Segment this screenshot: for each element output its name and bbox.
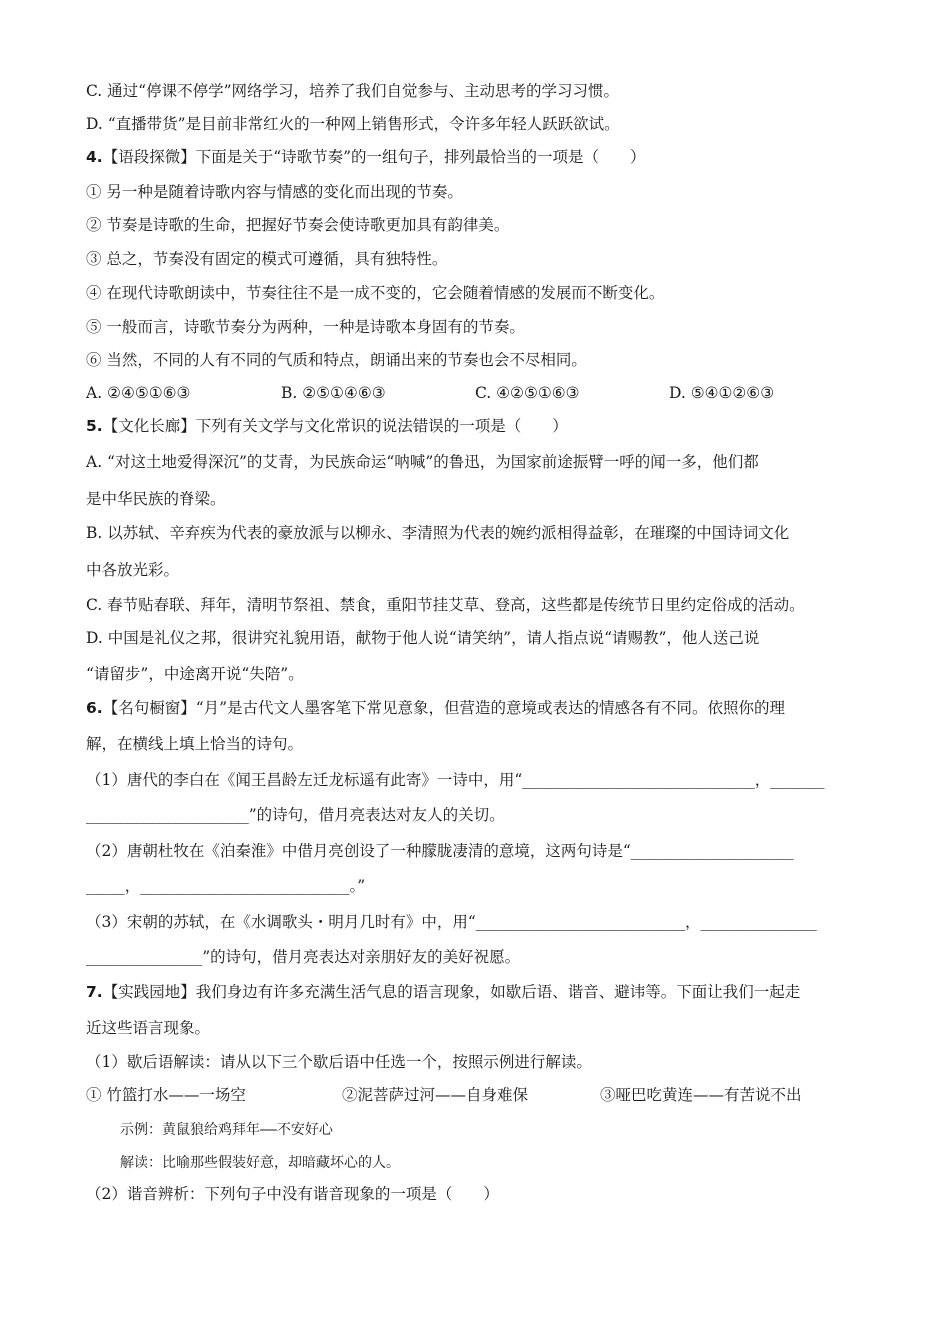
q7-part2: （2）谐音辨析：下列句子中没有谐音现象的一项是（ ） [86,1185,499,1203]
q5-line-6: D. 中国是礼仪之邦，很讲究礼貌用语，献物于他人说“请笑纳”，请人指点说“请赐教”，他人送己说 [86,629,760,647]
q7-part1: （1）歇后语解读：请从以下三个歇后语中任选一个，按照示例进行解读。 [86,1053,592,1071]
q7-stem-2: 近这些语言现象。 [86,1019,211,1037]
q4-option-a: A. ②④⑤①⑥③ [86,384,191,402]
q4-sentence-4: ④ 在现代诗歌朗读中，节奏往往不是一成不变的，它会随着情感的发展而不断变化。 [86,284,665,302]
q6-stem-text: 【名句橱窗】“月”是古代文人墨客笔下常见意象，但营造的意境或表达的情感各有不同。依照你的理 [102,699,786,717]
q6-stem-2: 解，在横线上填上恰当的诗句。 [86,735,304,753]
q6-stem [86,697,860,719]
q6-line-5: （3）宋朝的苏轼，在《水调歌头・明月几时有》中，用“___________________________，_______________ [86,913,817,931]
q5-line-7: “请留步”，中途离开说“失陪”。 [86,665,304,683]
q6-number: 6. [86,699,103,717]
q7-saying-1: ① 竹篮打水——一场空 [86,1086,246,1104]
q6-line-3: （2）唐朝杜牧在《泊秦淮》中借月亮创设了一种朦胧凄清的意境，这两句诗是“_____________________ [86,842,794,860]
q6-line-2: _____________________”的诗句，借月亮表达对友人的关切。 [86,806,505,824]
q4-sentence-6: ⑥ 当然，不同的人有不同的气质和特点，朗诵出来的节奏也会不尽相同。 [86,351,587,369]
q4-sentence-5: ⑤ 一般而言，诗歌节奏分为两种，一种是诗歌本身固有的节奏。 [86,318,525,336]
q7-stem-text: 【实践园地】我们身边有许多充满生活气息的语言现象，如歇后语、谐音、避讳等。下面让我们一起走 [102,983,801,1001]
q5-stem [86,415,860,437]
q5-line-5: C. 春节贴春联、拜年，清明节祭祖、禁食，重阳节挂艾草、登高，这些都是传统节日里约定俗成的活动。 [86,596,805,614]
q5-line-4: 中各放光彩。 [86,561,180,579]
q4-sentence-1: ① 另一种是随着诗歌内容与情感的变化而出现的节奏。 [86,183,463,201]
q4-option-b: B. ②⑤①④⑥③ [281,384,386,402]
q4-number: 4. [86,148,103,166]
q4-stem-text: 【语段探微】下面是关于“诗歌节奏”的一组句子，排列最恰当的一项是（ ） [102,148,646,166]
q7-saying-2: ②泥菩萨过河——自身难保 [342,1086,529,1104]
q5-line-3: B. 以苏轼、辛弃疾为代表的豪放派与以柳永、李清照为代表的婉约派相得益彰，在璀璨的中国诗词文化 [86,524,790,542]
q5-line-1: A. “对这土地爱得深沉”的艾青，为民族命运“呐喊”的鲁迅，为国家前途振臂一呼的闻一多，他们都 [86,453,759,471]
q7-stem [86,981,860,1003]
q5-stem-text: 【文化长廊】下列有关文学与文化常识的说法错误的一项是（ ） [102,417,568,435]
q7-example: 示例：黄鼠狼给鸡拜年——不安好心 [120,1122,333,1138]
q6-line-4: _____，___________________________。” [86,877,366,895]
q7-explanation: 解读：比喻那些假装好意，却暗藏坏心的人。 [120,1155,400,1171]
q7-number: 7. [86,983,103,1001]
q3-option-c: C. 通过“停课不停学”网络学习，培养了我们自觉参与、主动思考的学习习惯。 [86,82,620,100]
q4-sentence-3: ③ 总之，节奏没有固定的模式可遵循，具有独特性。 [86,250,448,268]
q5-line-2: 是中华民族的脊梁。 [86,490,226,508]
q5-number: 5. [86,417,103,435]
q6-line-1: （1）唐代的李白在《闻王昌龄左迁龙标遥有此寄》一诗中，用“______________________________，_______ [86,771,825,789]
q4-option-c: C. ④②⑤①⑥③ [475,384,580,402]
q7-saying-3: ③哑巴吃黄连——有苦说不出 [600,1086,802,1104]
q4-sentence-2: ② 节奏是诗歌的生命，把握好节奏会使诗歌更加具有韵律美。 [86,216,510,234]
q4-option-d: D. ⑤④①②⑥③ [669,384,775,402]
q6-line-6: _______________”的诗句，借月亮表达对亲朋好友的美好祝愿。 [86,948,521,966]
q4-stem [86,146,860,168]
q3-option-d: D. “直播带货”是目前非常红火的一种网上销售形式，令许多年轻人跃跃欲试。 [86,115,620,133]
